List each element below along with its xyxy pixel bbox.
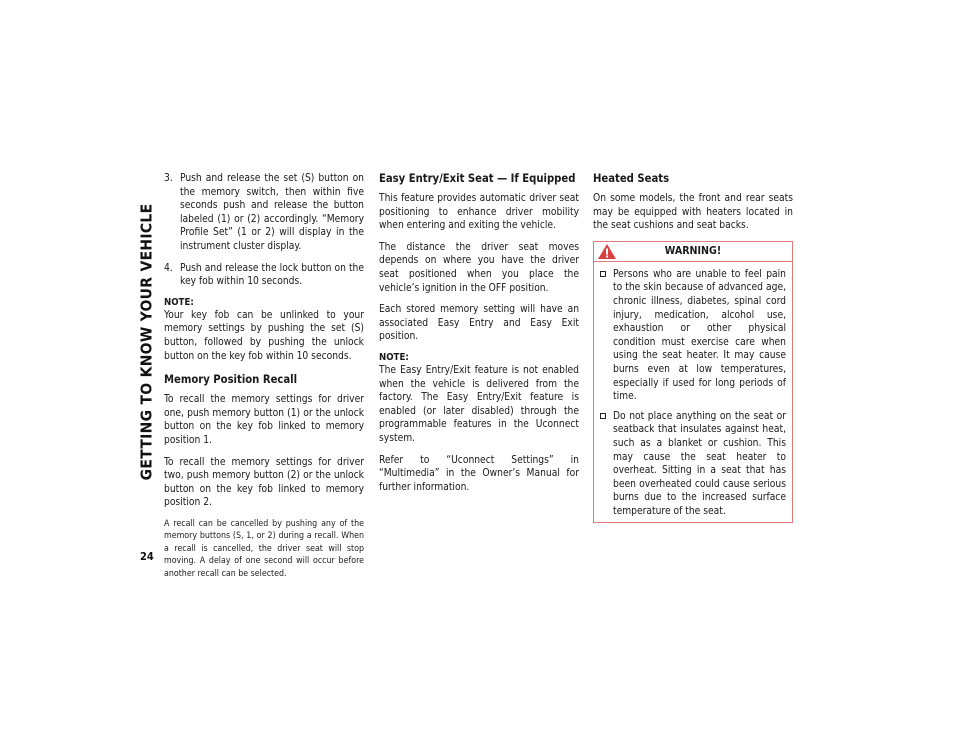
warning-triangle-icon (597, 243, 617, 260)
warning-text: Do not place anything on the seat or seatback that insulates against heat, such as a blanket or cushion. This may cause the seat heater to overheat. Sitting in a seat that has been overheated could cause serious burns due to the increased surface temperature of the seat. (613, 410, 786, 517)
warning-item (600, 268, 786, 404)
paragraph: This feature provides automatic driver seat positioning to enhance driver mobility when entering and exiting the vehicle. (379, 193, 579, 232)
step-number: 4. (164, 262, 173, 274)
step-number: 3. (164, 173, 173, 184)
step-3 (164, 172, 364, 254)
square-bullet-icon (600, 410, 613, 519)
note-label: NOTE: (379, 351, 409, 363)
heading-easy-entry-exit: Easy Entry/Exit Seat — If Equipped (379, 172, 576, 185)
paragraph: Refer to “Uconnect Settings” in “Multimedia” in the Owner’s Manual for further information. (379, 454, 579, 493)
page-number: 24 (140, 550, 154, 563)
paragraph-small: A recall can be cancelled by pushing any of the memory buttons (S, 1, or 2) during a recall. When a recall is cancelled, the driver seat will stop moving. A delay of one second will occur before another recall can be selected. (164, 518, 364, 579)
step-text: Push and release the set (S) button on the memory switch, then within five seconds push and release the button labeled (1) or (2) accordingly. “Memory Profile Set” (1 or 2) will display in the instrument cluster display. (180, 173, 364, 252)
column-right (593, 172, 793, 523)
step-text: Push and release the lock button on the key fob within 10 seconds. (180, 262, 364, 288)
paragraph: To recall the memory settings for driver two, push memory button (2) or the unlock button on the key fob linked to memory position 2. (164, 456, 364, 509)
column-middle (379, 172, 579, 502)
warning-box (593, 241, 793, 524)
paragraph: On some models, the front and rear seats may be equipped with heaters located in the seat cushions and seat backs. (593, 193, 793, 232)
note-text: Your key fob can be unlinked to your memory settings by pushing the set (S) button, followed by pushing the unlock button on the key fob within 10 seconds. (164, 309, 364, 362)
section-title: GETTING TO KNOW YOUR VEHICLE (137, 203, 156, 481)
heading-memory-position-recall: Memory Position Recall (164, 373, 298, 387)
warning-text: Persons who are unable to feel pain to the skin because of advanced age, chronic illness, diabetes, spinal cord injury, medication, alcohol use, exhaustion or other physical condition must exercise care when using the seat heater. It may cause burns even at low temperatures, especially if used for long periods of time. (613, 268, 786, 403)
column-left (164, 172, 364, 588)
warning-item (600, 410, 786, 519)
square-bullet-icon (600, 268, 613, 404)
section-side-tab (138, 172, 155, 512)
paragraph: To recall the memory settings for driver one, push memory button (1) or the unlock button on the key fob linked to memory position 1. (164, 394, 364, 446)
warning-header (594, 242, 792, 262)
warning-title: WARNING! (664, 244, 722, 257)
paragraph: Each stored memory setting will have an associated Easy Entry and Easy Exit position. (379, 304, 579, 343)
note-text: The Easy Entry/Exit feature is not enabled when the vehicle is delivered from the factory. The Easy Entry/Exit feature is enabled (or later disabled) through the programmable features in the Uconnect system. (379, 364, 579, 444)
paragraph: The distance the driver seat moves depends on where you have the driver seat positioned when you place the vehicle’s ignition in the OFF position. (379, 241, 579, 294)
note-label: NOTE: (164, 296, 194, 308)
step-4 (164, 262, 364, 289)
heading-heated-seats: Heated Seats (593, 172, 670, 185)
